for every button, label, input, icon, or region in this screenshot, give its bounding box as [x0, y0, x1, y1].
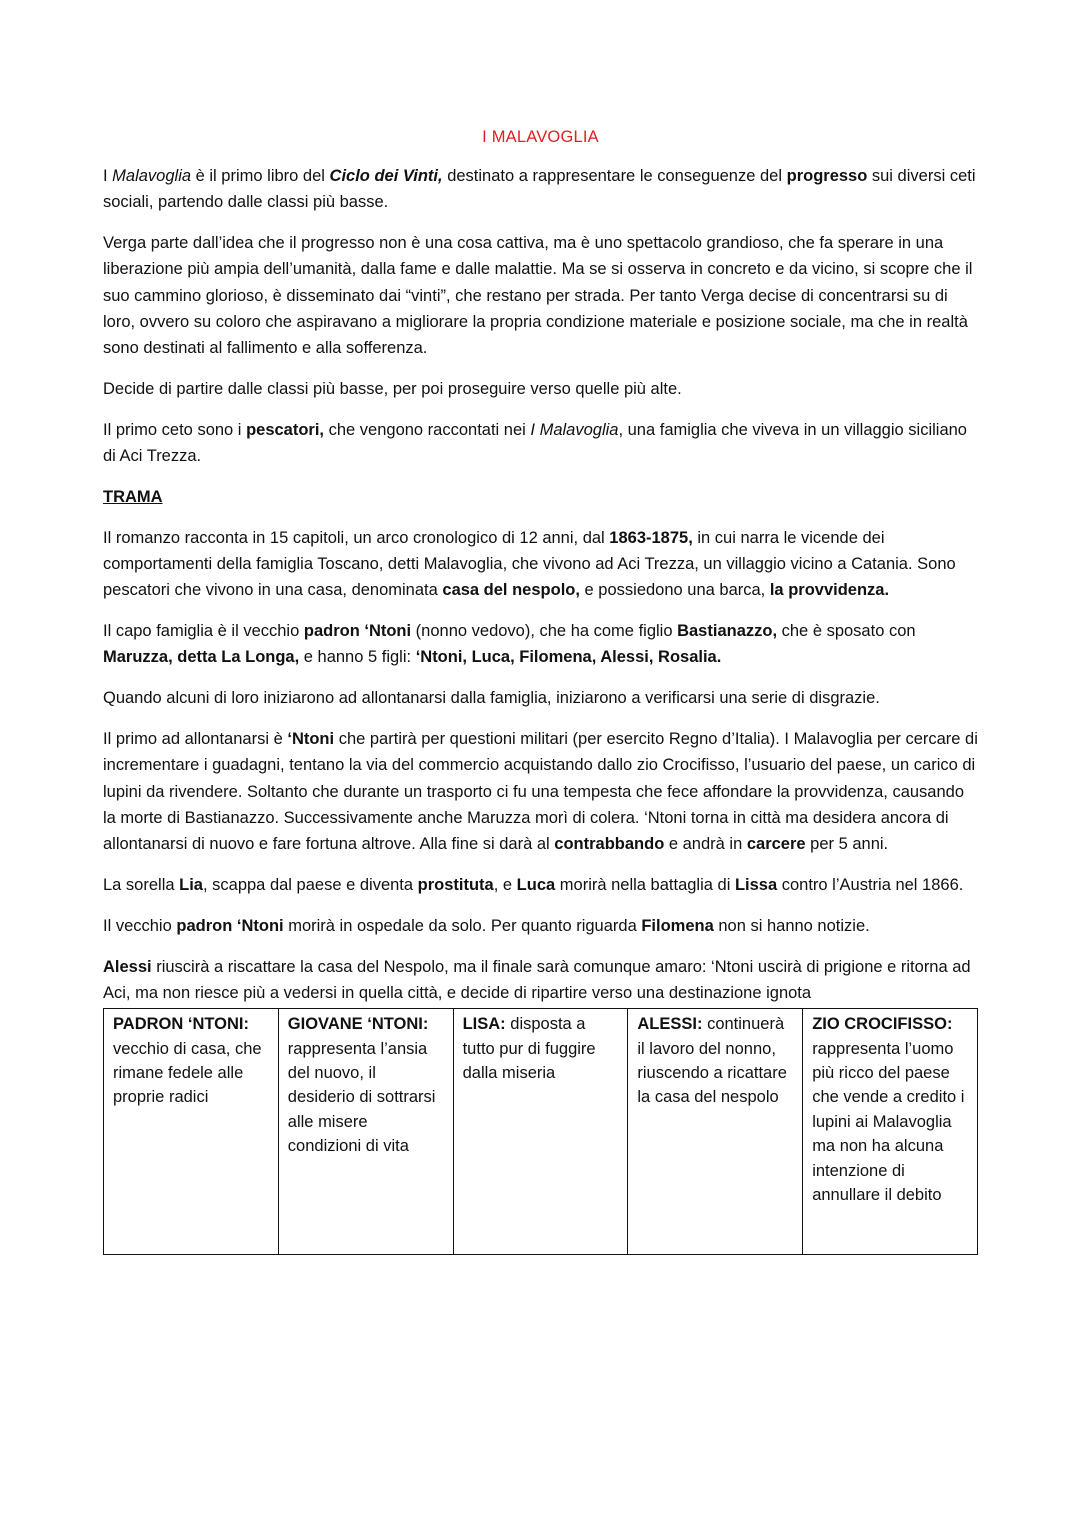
paragraph: Il primo ceto sono i pescatori, che vengono raccontati nei I Malavoglia, una famiglia che viveva in un villaggio siciliano di Aci Trezza. [103, 420, 967, 466]
table-cell-giovane-ntoni [278, 1009, 453, 1255]
character-name: LISA: [462, 1015, 506, 1034]
section-heading-trama: TRAMA [103, 487, 163, 506]
paragraph: Decide di partire dalle classi più basse, per poi proseguire verso quelle più alte. [103, 380, 682, 399]
character-description: disposta a tutto pur di fuggire dalla miseria [462, 1015, 596, 1083]
character-description: rappresenta l’uomo più ricco del paese che vende a credito i lupini ai Malavoglia ma non ha alcuna intenzione di annullare il debito [812, 1039, 965, 1205]
paragraph: Il romanzo racconta in 15 capitoli, un arco cronologico di 12 anni, dal 1863-1875, in cui narra le vicende dei comportamenti della famiglia Toscano, detti Malavoglia, che vivono ad Aci Trezza, un villaggio vicino a Catania. Sono pescatori che vivono in una casa, denominata casa del nespolo, e possiedono una barca, la provvidenza. [103, 528, 956, 600]
paragraph: La sorella Lia, scappa dal paese e diventa prostituta, e Luca morirà nella battaglia di Lissa contro l’Austria nel 1866. [103, 876, 964, 895]
characters-table [103, 1008, 978, 1255]
character-name: ALESSI: [637, 1015, 703, 1034]
trama-section [103, 525, 978, 1006]
character-name: GIOVANE ‘NTONI: [287, 1015, 429, 1034]
table-cell-padron-ntoni [104, 1009, 279, 1255]
paragraph: Il capo famiglia è il vecchio padron ‘Ntoni (nonno vedovo), che ha come figlio Bastianazzo, che è sposato con Maruzza, detta La Longa, e hanno 5 figli: ‘Ntoni, Luca, Filomena, Alessi, Rosalia. [103, 622, 916, 667]
table-row [104, 1009, 978, 1255]
character-description: rappresenta l’ansia del nuovo, il desiderio di sottrarsi alle misere condizioni di vita [287, 1039, 436, 1156]
paragraph: Verga parte dall’idea che il progresso non è una cosa cattiva, ma è uno spettacolo grandioso, che fa sperare in una liberazione più ampia dell’umanità, dalla fame e dalle malattie. Ma se si osserva in concreto e da vicino, si scopre che il suo cammino glorioso, è disseminato dai “vinti”, che restano per strada. Per tanto Verga decise di concentrarsi su di loro, ovvero su coloro che aspiravano a migliorare la propria condizione materiale e posizione sociale, ma che in realtà sono destinati al fallimento e alla sofferenza. [103, 234, 973, 358]
character-description: vecchio di casa, che rimane fedele alle proprie radici [113, 1039, 262, 1107]
document-title: I MALAVOGLIA [482, 128, 599, 146]
table-cell-lisa [453, 1009, 628, 1255]
paragraph: Quando alcuni di loro iniziarono ad allontanarsi dalla famiglia, iniziarono a verificarsi una serie di disgrazie. [103, 689, 880, 708]
character-name: ZIO CROCIFISSO: [812, 1015, 953, 1034]
table-cell-alessi [628, 1009, 803, 1255]
intro-section [103, 163, 978, 469]
table-cell-zio-crocifisso [803, 1009, 978, 1255]
document-page [103, 128, 978, 1255]
paragraph: I Malavoglia è il primo libro del Ciclo dei Vinti, destinato a rappresentare le conseguenze del progresso sui diversi ceti sociali, partendo dalle classi più basse. [103, 167, 976, 212]
paragraph: Il vecchio padron ‘Ntoni morirà in ospedale da solo. Per quanto riguarda Filomena non si hanno notizie. [103, 916, 870, 935]
paragraph: Il primo ad allontanarsi è ‘Ntoni che partirà per questioni militari (per esercito Regno d’Italia). I Malavoglia per cercare di incrementare i guadagni, tentano la via del commercio acquistando dallo zio Crocifisso, l’usuario del paese, un carico di lupini da rivendere. Soltanto che durante un trasporto ci fu una tempesta che fece affondare la provvidenza, causando la morte di Bastianazzo. Successivamente anche Maruzza morì di colera. ‘Ntoni torna in città ma desidera ancora di allontanarsi di nuovo e fare fortuna altrove. Alla fine si darà al contrabbando e andrà in carcere per 5 anni. [103, 730, 978, 854]
character-name: PADRON ‘NTONI: [113, 1015, 249, 1034]
character-description: continuerà il lavoro del nonno, riuscendo a ricattare la casa del nespolo [637, 1015, 787, 1107]
paragraph: Alessi riuscirà a riscattare la casa del Nespolo, ma il finale sarà comunque amaro: ‘Ntoni uscirà di prigione e ritorna ad Aci, ma non riesce più a vedersi in quella città, e decide di ripartire verso una destinazione ignota [103, 957, 971, 1002]
